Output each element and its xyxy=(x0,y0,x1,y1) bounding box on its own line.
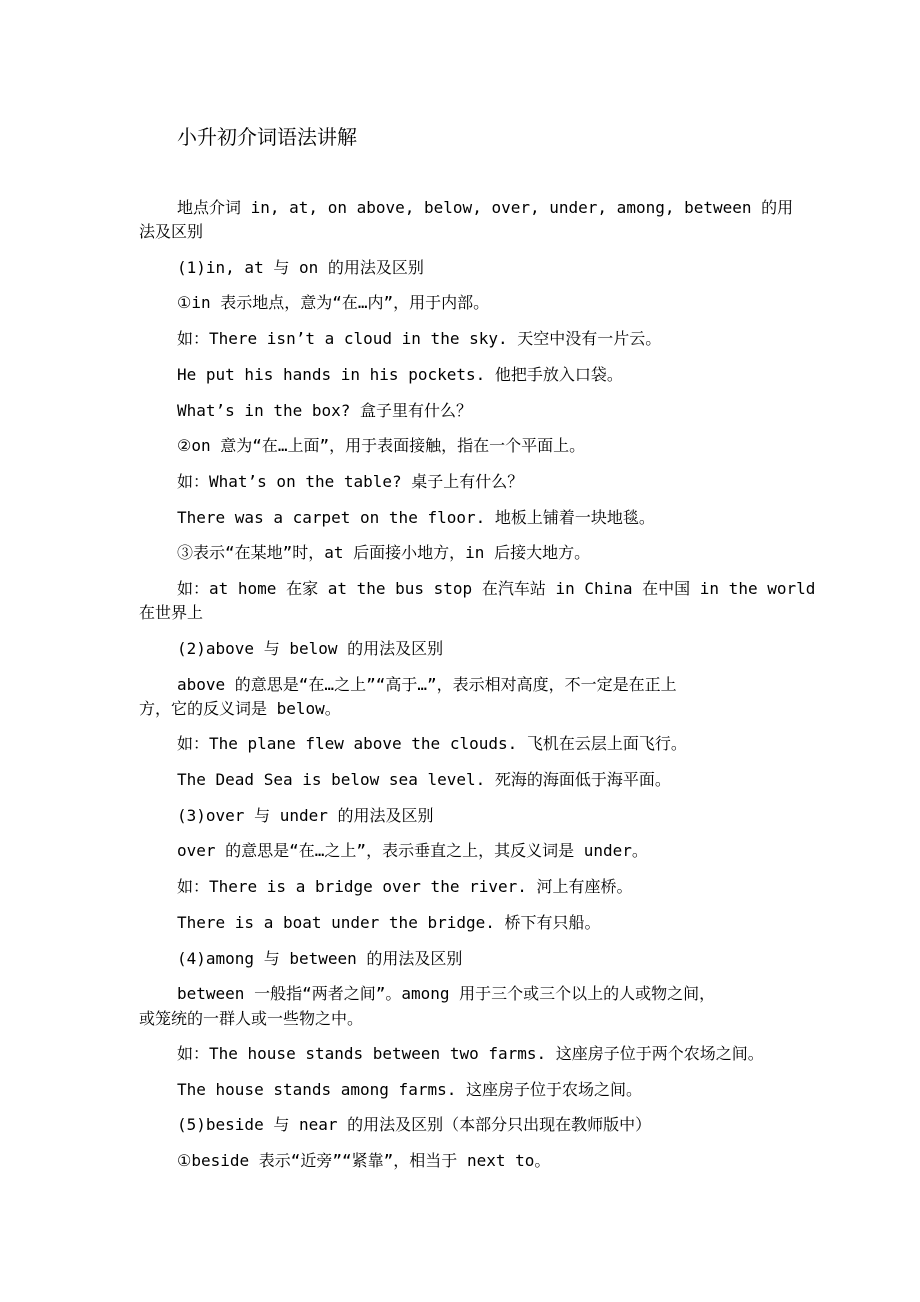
paragraph-line: over 的意思是“在…之上”，表示垂直之上，其反义词是 under。 xyxy=(177,841,648,860)
paragraph-line: 或笼统的一群人或一些物之中。 xyxy=(139,1009,364,1028)
section-heading: (2)above 与 below 的用法及区别 xyxy=(177,639,444,658)
example-line: He put his hands in his pockets. 他把手放入口袋。 xyxy=(177,365,623,384)
paragraph-line: above 的意思是“在…之上”“高于…”，表示相对高度，不一定是在正上 xyxy=(177,675,677,694)
paragraph-line: ①beside 表示“近旁”“紧靠”，相当于 next to。 xyxy=(177,1151,551,1170)
example-line: 如：There isn’t a cloud in the sky. 天空中没有一片云。 xyxy=(177,329,662,348)
example-line: 如：The plane flew above the clouds. 飞机在云层上面飞行。 xyxy=(177,734,687,753)
paragraph-line: ③表示“在某地”时，at 后面接小地方，in 后接大地方。 xyxy=(177,543,591,562)
example-line: 如：The house stands between two farms. 这座房子位于两个农场之间。 xyxy=(177,1044,764,1063)
example-line: 如：There is a bridge over the river. 河上有座桥。 xyxy=(177,877,633,896)
example-line: 如：What’s on the table? 桌子上有什么？ xyxy=(177,472,524,491)
section-heading: (5)beside 与 near 的用法及区别（本部分只出现在教师版中） xyxy=(177,1115,652,1134)
paragraph-line: 方，它的反义词是 below。 xyxy=(139,699,341,718)
section-heading: (3)over 与 under 的用法及区别 xyxy=(177,806,434,825)
example-line: There was a carpet on the floor. 地板上铺着一块地毯。 xyxy=(177,508,655,527)
example-line: The Dead Sea is below sea level. 死海的海面低于海平面。 xyxy=(177,770,671,789)
paragraph-line: 法及区别 xyxy=(139,222,204,241)
example-line: There is a boat under the bridge. 桥下有只船。 xyxy=(177,913,601,932)
example-line: What’s in the box? 盒子里有什么？ xyxy=(177,401,473,420)
paragraph-line: 地点介词 in, at, on above, below, over, under, among, between 的用 xyxy=(177,198,794,217)
section-heading: (1)in, at 与 on 的用法及区别 xyxy=(177,258,424,277)
paragraph-line: between 一般指“两者之间”。among 用于三个或三个以上的人或物之间， xyxy=(177,984,716,1003)
paragraph-line: ①in 表示地点，意为“在…内”，用于内部。 xyxy=(177,293,490,312)
section-heading: (4)among 与 between 的用法及区别 xyxy=(177,949,463,968)
example-line: 如：at home 在家 at the bus stop 在汽车站 in China 在中国 in the world xyxy=(177,579,816,598)
paragraph-line: ②on 意为“在…上面”，用于表面接触，指在一个平面上。 xyxy=(177,436,586,455)
example-line: The house stands among farms. 这座房子位于农场之间。 xyxy=(177,1080,642,1099)
example-line: 在世界上 xyxy=(139,603,204,622)
document-title: 小升初介词语法讲解 xyxy=(177,125,357,149)
